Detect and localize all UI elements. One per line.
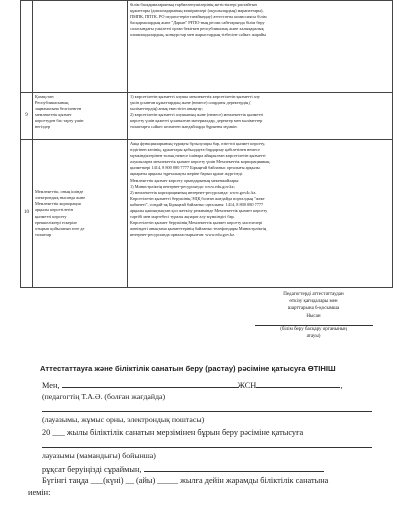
appendix-line: Нысан: [306, 313, 321, 319]
name-row: [42, 380, 342, 390]
full-name-field[interactable]: [62, 380, 238, 388]
text-line: заңнамасына белгіленген: [35, 106, 82, 112]
appendix-line: Педагогтерді аттестаттаудан: [283, 292, 344, 297]
text-line: талаптарға сәйкес келмеген жағдайларда бұрынғы мүмкін.: [130, 124, 238, 130]
text-line: алушыларға мемлекеттік қызмет көрсету үшін Мемлекеттік корпорацияның: [130, 159, 270, 165]
text-line: кабинеті", сондай-ақ Бірыңғай байланыс орталығы: 1414, 8 800 080 7777: [130, 201, 264, 207]
specialty-field[interactable]: [42, 440, 372, 448]
row-number: 9: [21, 93, 33, 140]
text-line: интернет-ресурсында орналастырылған: www.edu.gov.kz.: [130, 232, 236, 238]
row-10-label: [33, 140, 128, 288]
text-line: білім басқармаларының тарбиеленушілерінің жетістіктері растайтын: [130, 2, 257, 7]
requirements-table: [20, 0, 393, 288]
text-line: саласындағы уәкілетті орган бекіткен республикалық және халықаралық: [130, 26, 264, 32]
text-line: Қазақстан: [35, 94, 54, 99]
row-10-text: [128, 140, 393, 288]
text-line: мемлекеттік қызмет: [35, 112, 72, 118]
text-line: ПМПК, ППТК, РО педагогтерін тағайындау) аттестатты комиссиясы білім: [130, 14, 267, 20]
table-row: [21, 93, 393, 140]
text-line: 1) көрсетілетін қызметті алушы мемлекеттік көрсетілетін қызметті алу: [130, 94, 260, 99]
text-line: арқылы қашықтықтан қол жеткізу режимінде Мемлекеттік қызмет көрсету: [130, 208, 268, 214]
text-line: қызметті көрсету: [35, 213, 67, 219]
text-line: Көрсетілетін қызметті берушінің ЭЦҚ болған жағдайда порталдың "жеке: [130, 195, 265, 201]
text-line: Мемлекеттік, оның ішінде: [35, 189, 84, 195]
text-line: 2) мемлекеттік корпорацияның интернет-ресурсында: www.gov4c.kz.: [130, 189, 257, 195]
table-row: [21, 140, 393, 288]
iin-field[interactable]: [256, 380, 343, 390]
specialty-row: [42, 440, 372, 450]
text-line: мүмкіндіктерінен толық немесе ішінара айырылған көрсетілетін қызметті: [130, 153, 266, 159]
year-row: 20 ___ жылы біліктілік санатын мерзімінен бұрын беру рәсіміне қатысуға: [42, 428, 304, 437]
validity-row-end: иемін:: [28, 488, 51, 497]
page-title: Аттестаттауға және біліктілік санатын беру (растау) рәсіміне қатысуға ӨТІНІШ: [40, 364, 336, 373]
text-line: Республикасының: [35, 100, 69, 106]
text-line: негіздер: [35, 124, 51, 130]
text-line: қызметкері 1414, 8 800 080 7777 Бірыңғай байланыс орталығы арқылы: [130, 165, 260, 171]
table-row: [21, 1, 393, 93]
authority-caption: атауы): [306, 334, 321, 340]
text-line: мәліметтердің) анық еместігін анықтау;: [130, 106, 203, 112]
text-line: арқылы көрсетілетін: [35, 207, 73, 213]
text-line: көрсетуден бас тарту үшін: [35, 118, 84, 124]
text-line: басқармалардың және "Дарын" РҒПО-ның ресми сайттарында білім беру: [130, 20, 265, 26]
row-9-text: [128, 93, 393, 140]
text-line: тәртібі мен мәртебесі туралы ақпарат алу мүмкіндігі бар.: [130, 214, 235, 220]
name-prefix: Мен,: [42, 381, 60, 390]
text-line: ақпараты арқылы тұрғылықты жеріне барып құжат жүргізеді.: [130, 171, 244, 177]
authority-caption: (білім беру басқару органының: [280, 326, 347, 332]
text-line: 2) көрсетілетін қызметті алушының және (немесе) мемлекеттік қызметті: [130, 112, 264, 118]
position-row: [42, 404, 372, 414]
text-line: олимпиадалардың, конкурстар мен жарыстардың тізбесіне сәйкес жарайы: [130, 32, 266, 38]
position-field[interactable]: [42, 404, 372, 412]
text-line: Аяқа функцияларының тұрақты бұзылулары бар, өзін-өзі қызмет көрсету,: [130, 141, 266, 146]
validity-row: Бүгінгі таңда ___(күні) __ (айы) _____ жылға дейін жарамды біліктілік санатына: [42, 476, 329, 485]
text-line: 1) Министрліктің интернет-ресурсында: www.edu.gov.kz;: [130, 183, 235, 189]
request-field[interactable]: [144, 464, 324, 472]
name-hint: (педагогтің Т.А.Ә. (болған жағдайда): [42, 392, 166, 401]
text-line: құжаттары (дипломдарының көшірмелері (оқушылардың) марапаттары),: [130, 8, 264, 14]
text-line: жөніндегі анықтама қызметтерінің байланыс телефондары Министрліктің: [130, 226, 267, 232]
row-9-label: [33, 93, 128, 140]
request-row: [42, 464, 324, 474]
row-top-text: [128, 1, 393, 93]
text-line: көрсету үшін қажетті ұсынылған материалдар, деректер мен мәліметтер: [130, 118, 263, 124]
text-line: отырып қойылатын өзге де: [35, 225, 85, 231]
text-line: Көрсетілетін қызмет берушінің Мемлекеттік қызмет көрсету мәселелері: [130, 220, 263, 226]
text-line: Мемлекеттік қызмет көрсету орындарының мекенжайлары:: [130, 177, 240, 183]
appendix-line: шарттарына 6-қосымша: [287, 306, 340, 312]
appendix-line: өткізу қағидалары мен: [289, 299, 338, 305]
text-line: үшін ұсынған құжаттардың және (немесе) олардағы деректердің (: [130, 100, 251, 106]
text-line: электрондық нысанда және: [35, 195, 86, 201]
text-line: талаптар: [35, 231, 52, 237]
comma: ,: [340, 381, 343, 390]
text-line: өздігінен көзінің, құжаттары қабылдауға бардарлау қабілетінен немесе: [130, 147, 260, 153]
text-line: Мемлекеттік корпорация: [35, 201, 81, 207]
text-line: ерекшеліктері ескеріле: [35, 219, 78, 225]
request-text: рұқсат беруіңізді сұраймын,: [42, 465, 142, 474]
appendix-header: [246, 291, 381, 340]
specialty-hint: лауазымы (мамандығы) бойынша): [42, 451, 156, 460]
position-hint: (лауазымы, жұмыс орны, электрондық поштасы): [42, 415, 205, 424]
iin-label: ЖСН: [237, 381, 257, 390]
row-number: 10: [21, 140, 33, 288]
